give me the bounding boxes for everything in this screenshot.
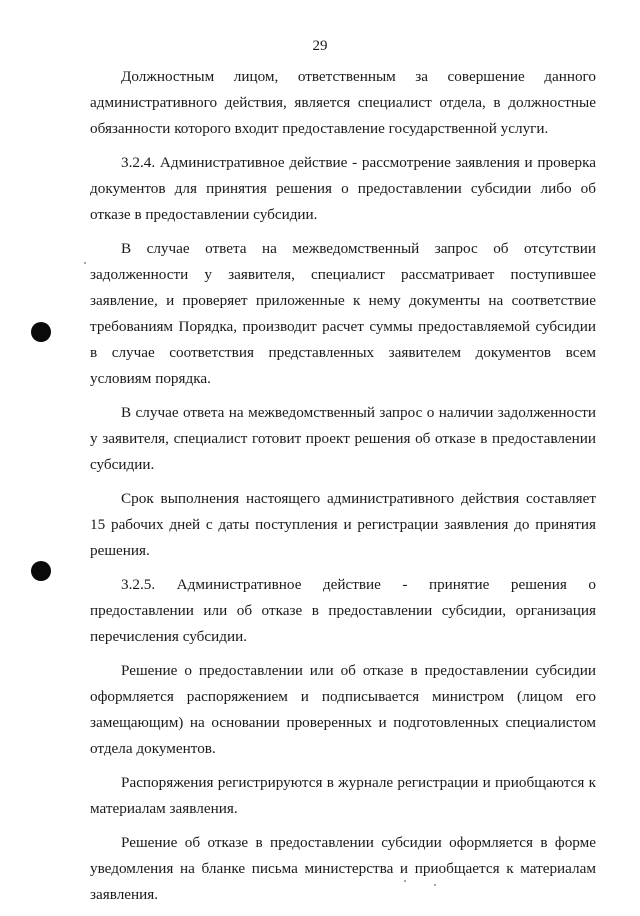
punch-hole-bottom [31,561,51,581]
paragraph: 3.2.4. Административное действие - рассмотрение заявления и проверка документов для принятия решения о предоставлении субсидии либо об отказе в предоставлении субсидии. [90,154,596,223]
paragraph: В случае ответа на межведомственный запрос об отсутствии задолженности у заявителя, специалист рассматривает поступившее заявление, и проверяет приложенные к нему документы на соответствие требованиям Порядка, производит расчет суммы предоставляемой субсидии в случае соответствия представленных заявителем документов всем условиям порядка. [90,240,596,387]
document-body [90,64,596,916]
punch-hole-top [31,322,51,342]
paragraph: Решение о предоставлении или об отказе в предоставлении субсидии оформляется распоряжением и подписывается министром (лицом его замещающим) на основании проверенных и подготовленных специалистом отдела документов. [90,662,596,757]
paragraph: Решение об отказе в предоставлении субсидии оформляется в форме уведомления на бланке письма министерства и приобщается к материалам заявления. [90,834,596,903]
paragraph: 3.2.5. Административное действие - принятие решения о предоставлении или об отказе в предоставлении субсидии, организация перечисления субсидии. [90,576,596,645]
paragraph: Срок выполнения настоящего административного действия составляет 15 рабочих дней с даты поступления и регистрации заявления до принятия решения. [90,490,596,559]
paragraph: Должностным лицом, ответственным за совершение данного административного действия, является специалист отдела, в должностные обязанности которого входит предоставление государственной услуги. [90,68,596,137]
scan-speck [84,262,86,264]
page-number: 29 [312,38,328,54]
paragraph: Распоряжения регистрируются в журнале регистрации и приобщаются к материалам заявления. [90,774,596,817]
paragraph: В случае ответа на межведомственный запрос о наличии задолженности у заявителя, специалист готовит проект решения об отказе в предоставлении субсидии. [90,404,596,473]
